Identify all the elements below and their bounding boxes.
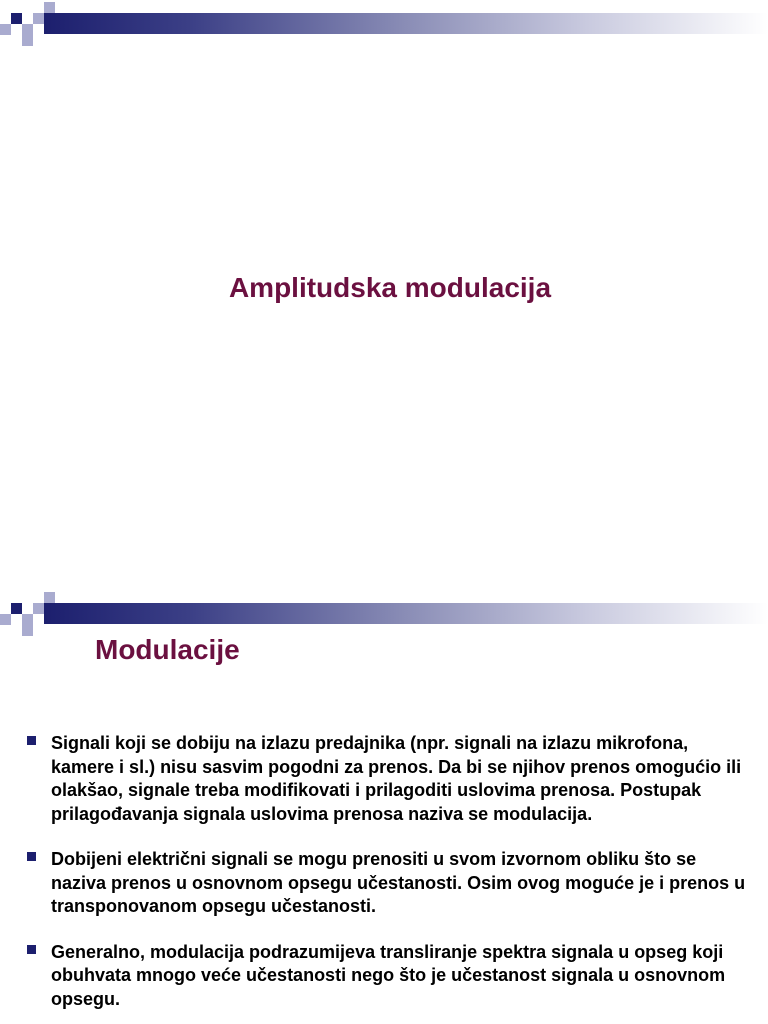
square-bullet-icon xyxy=(27,852,36,861)
bullet-item xyxy=(0,941,768,1012)
header-gradient-bar xyxy=(44,13,768,34)
bullet-text: Dobijeni električni signali se mogu prenositi u svom izvornom obliku što se naziva prenos u osnovnom opsegu učestanosti. Osim ovog moguće je i prenos u transponovanom opsegu učestanosti. xyxy=(51,849,746,916)
square-bullet-icon xyxy=(27,945,36,954)
decor-square xyxy=(22,24,33,35)
decor-square xyxy=(33,13,44,24)
bullet-text: Signali koji se dobiju na izlazu predajnika (npr. signali na izlazu mikrofona, kamere i sl.) nisu sasvim pogodni za prenos. Da bi se njihov prenos omogućio ili olakšao, signale treba modifikovati i prilagoditi uslovima prenosa. Postupak prilagođavanja signala uslovima prenosa naziva se modulacija. xyxy=(51,733,742,824)
decor-square xyxy=(0,24,11,35)
decor-square xyxy=(22,35,33,46)
decor-square xyxy=(33,603,44,614)
slide-heading: Modulacije xyxy=(95,634,240,665)
bullet-list xyxy=(0,732,768,1024)
slide-title-text: Amplitudska modulacija xyxy=(228,272,552,303)
slide-modulacije xyxy=(0,590,768,1024)
decor-square xyxy=(11,603,22,614)
decor-square xyxy=(22,625,33,636)
decor-square xyxy=(44,592,55,603)
bullet-text: Generalno, modulacija podrazumijeva transliranje spektra signala u opseg koji obuhvata mnogo veće učestanosti nego što je učestanost signala u osnovnom opsegu. xyxy=(51,941,726,1009)
decor-square xyxy=(22,614,33,625)
square-bullet-icon xyxy=(27,736,36,745)
header-gradient-bar xyxy=(44,603,768,624)
bullet-item xyxy=(0,732,768,826)
header-decoration xyxy=(0,590,768,638)
bullet-item xyxy=(0,848,768,919)
decor-square xyxy=(0,614,11,625)
header-decoration xyxy=(0,0,768,48)
decor-square xyxy=(44,2,55,13)
decor-square xyxy=(11,13,22,24)
